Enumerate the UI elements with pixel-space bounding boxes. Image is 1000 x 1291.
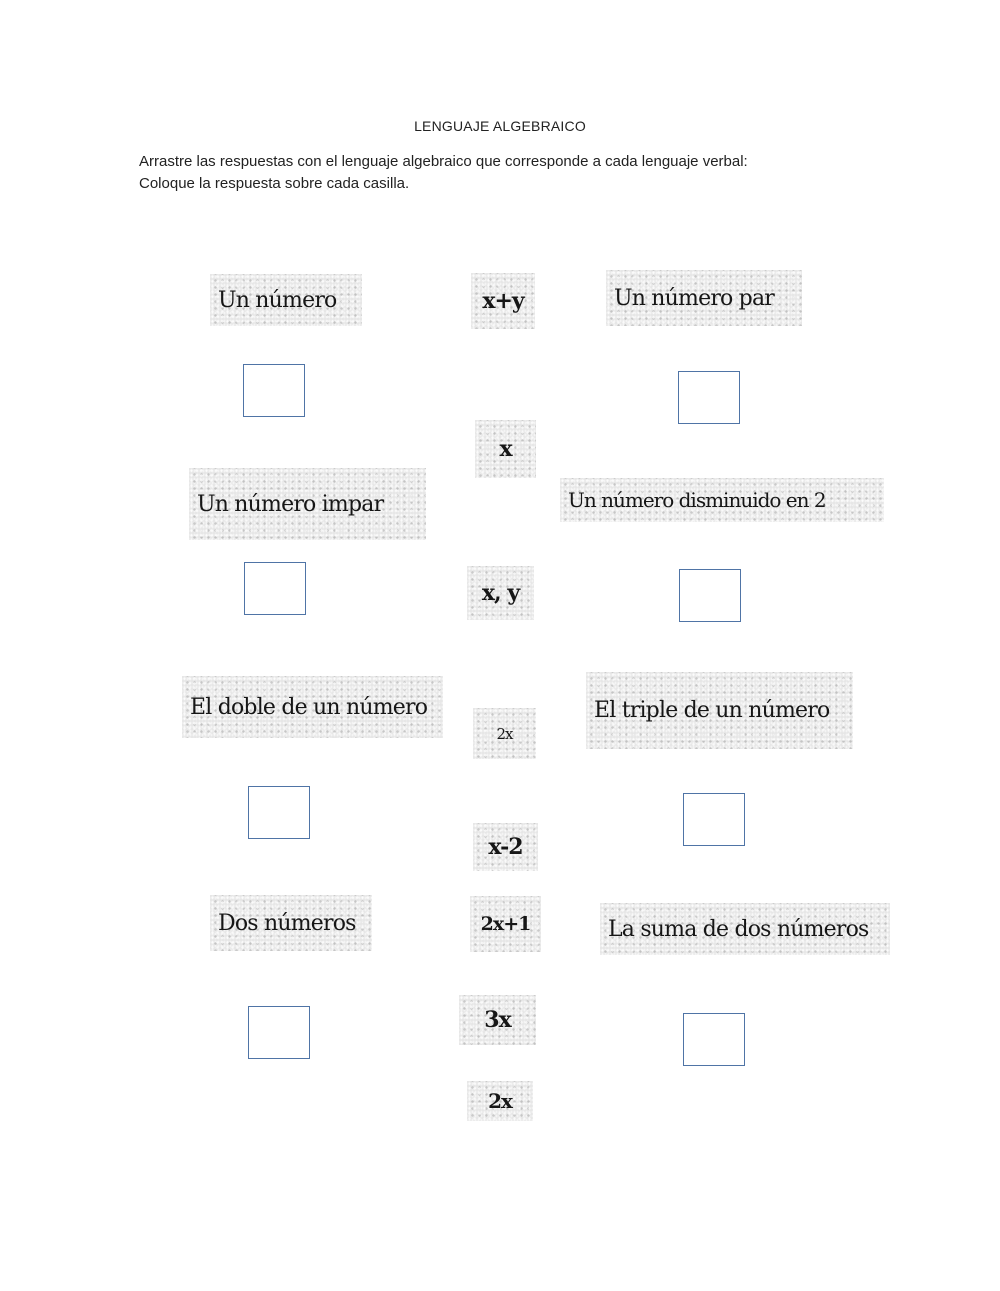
instruction-line-2: Coloque la respuesta sobre cada casilla. xyxy=(139,175,410,192)
label-card-doble: El doble de un número xyxy=(182,676,443,738)
answer-card-x-minus-2[interactable]: x-2 xyxy=(473,823,538,871)
label-card-dos-numeros: Dos números xyxy=(210,895,372,951)
answer-card-3x[interactable]: 3x xyxy=(459,995,536,1045)
drop-box-numero-disminuido[interactable] xyxy=(679,569,741,622)
label-card-numero-impar: Un número impar xyxy=(189,468,426,540)
drop-box-numero-par[interactable] xyxy=(678,371,740,424)
answer-card-2x-plus-1[interactable]: 2x+1 xyxy=(470,896,541,952)
drop-box-numero-impar[interactable] xyxy=(244,562,306,615)
label-card-numero-disminuido: Un número disminuido en 2 xyxy=(560,478,884,522)
answer-card-x-comma-y[interactable]: x, y xyxy=(467,566,534,620)
answer-card-2x-small[interactable]: 2x xyxy=(473,708,536,759)
label-card-triple: El triple de un número xyxy=(586,672,853,749)
label-card-un-numero: Un número xyxy=(210,274,362,326)
label-card-numero-par: Un número par xyxy=(606,270,802,326)
drop-box-triple[interactable] xyxy=(683,793,745,846)
drop-box-doble[interactable] xyxy=(248,786,310,839)
worksheet-title: LENGUAJE ALGEBRAICO xyxy=(414,118,586,134)
drop-box-un-numero[interactable] xyxy=(243,364,305,417)
answer-card-x-plus-y[interactable]: x+y xyxy=(471,273,535,329)
drop-box-suma-dos-numeros[interactable] xyxy=(683,1013,745,1066)
instruction-line-1: Arrastre las respuestas con el lenguaje algebraico que corresponde a cada lenguaje verbal: xyxy=(139,153,748,170)
drop-box-dos-numeros[interactable] xyxy=(248,1006,310,1059)
answer-card-x[interactable]: x xyxy=(475,420,536,478)
label-card-suma-dos-numeros: La suma de dos números xyxy=(600,903,890,955)
answer-card-2x[interactable]: 2x xyxy=(467,1081,533,1121)
